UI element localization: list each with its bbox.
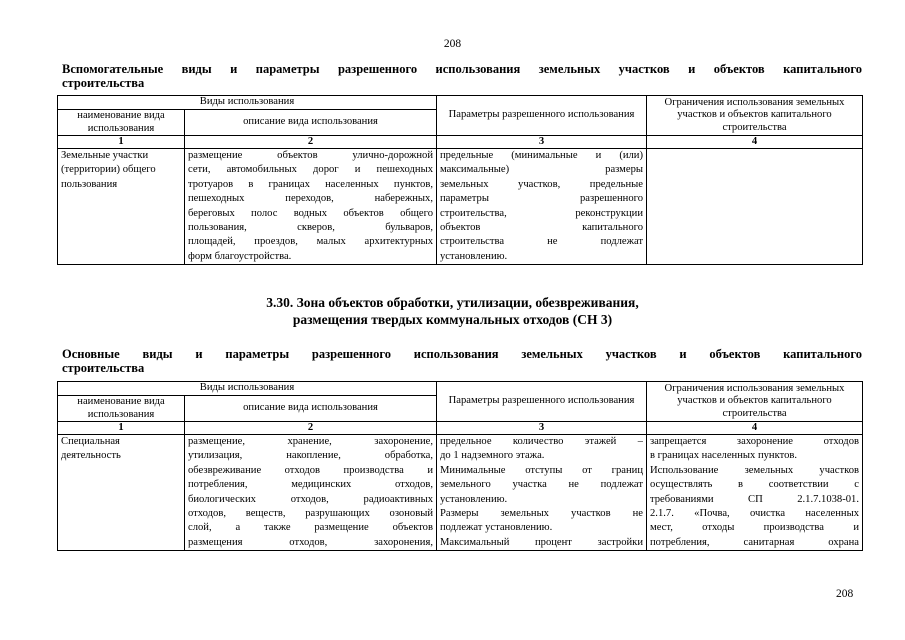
cell-line: установлению. xyxy=(440,250,508,262)
section-heading-auxiliary xyxy=(62,62,862,90)
section-heading-line: строительства xyxy=(62,361,145,375)
cell-line: осуществлять в соответствии с xyxy=(650,479,859,491)
cell-line: потребления, медицинских отходов, xyxy=(188,479,433,491)
cell-line: пешеходных переходов, набережных, xyxy=(188,193,433,205)
cell-line: утилизация, накопление, обработка, xyxy=(188,450,433,462)
cell-line: строительства, реконструкции xyxy=(440,207,643,219)
column-number: 3 xyxy=(437,422,647,435)
cell-line: пользования xyxy=(61,178,118,190)
cell-use-name xyxy=(58,435,185,551)
header-use-name: наименование вида использования xyxy=(58,110,185,136)
cell-line: 2.1.7. «Почва, очистка населенных xyxy=(650,507,859,519)
cell-restrictions xyxy=(647,149,863,265)
cell-line: Минимальные отступы от границ xyxy=(440,464,643,476)
cell-line: береговых полос водных объектов общего xyxy=(188,207,433,219)
zone-title-line: 3.30. Зона объектов обработки, утилизации, обезвреживания, xyxy=(266,295,639,310)
cell-line: пользования, скверов, бульваров, xyxy=(188,221,433,233)
header-parameters: Параметры разрешенного использования xyxy=(437,96,647,136)
cell-line: биологических отходов, радиоактивных xyxy=(188,493,433,505)
header-use-name: наименование вида использования xyxy=(58,396,185,422)
cell-line: размещение объектов улично-дорожной xyxy=(188,150,433,161)
cell-line: форм благоустройства. xyxy=(188,250,292,262)
cell-line: запрещается захоронение отходов xyxy=(650,436,859,447)
cell-line: слой, а также размещение объектов xyxy=(188,522,433,534)
cell-line: сети, автомобильных дорог и пешеходных xyxy=(188,164,433,176)
cell-line: максимальные) размеры xyxy=(440,164,643,176)
cell-line: предельные (минимальные и (или) xyxy=(440,150,643,161)
zone-title-line: размещения твердых коммунальных отходов (СН 3) xyxy=(292,312,613,327)
cell-line: тротуаров в границах населенных пунктов, xyxy=(188,178,433,190)
section-heading-line: Вспомогательные виды и параметры разрешенного использования земельных участков и объектов капитального xyxy=(62,62,862,76)
cell-use-name xyxy=(58,149,185,265)
column-number: 1 xyxy=(58,136,185,149)
cell-line: параметры разрешенного xyxy=(440,193,643,205)
cell-line: предельное количество этажей – xyxy=(440,436,643,447)
cell-line: земельных участков, предельные xyxy=(440,178,643,190)
cell-line: Максимальный процент застройки xyxy=(440,536,643,548)
cell-use-description xyxy=(185,435,437,551)
header-restrictions: Ограничения использования земельных участков и объектов капитального строительства xyxy=(647,382,863,422)
cell-line: требованиями СП 2.1.7.1038-01. xyxy=(650,493,859,505)
page-number-top: 208 xyxy=(443,38,462,50)
cell-line: объектов капитального xyxy=(440,221,643,233)
cell-line: Земельные участки xyxy=(61,150,149,161)
cell-line: в границах населенных пунктов. xyxy=(650,450,798,462)
header-use-types: Виды использования xyxy=(58,96,437,110)
table-row xyxy=(58,149,863,265)
section-heading-line: строительства xyxy=(62,76,145,90)
main-uses-table xyxy=(57,381,863,551)
cell-line: до 1 надземного этажа. xyxy=(440,450,545,462)
auxiliary-uses-table xyxy=(57,95,863,265)
cell-line: установлению. xyxy=(440,493,508,505)
section-heading-main xyxy=(62,347,862,375)
cell-line: площадей, проездов, малых архитектурных xyxy=(188,236,433,248)
cell-restrictions xyxy=(647,435,863,551)
column-number: 2 xyxy=(185,136,437,149)
header-parameters: Параметры разрешенного использования xyxy=(437,382,647,422)
cell-line: Размеры земельных участков не xyxy=(440,507,643,519)
column-number: 3 xyxy=(437,136,647,149)
cell-parameters xyxy=(437,149,647,265)
cell-use-description xyxy=(185,149,437,265)
column-number: 2 xyxy=(185,422,437,435)
cell-line: обезвреживание отходов производства и xyxy=(188,464,433,476)
header-use-description: описание вида использования xyxy=(185,110,437,136)
zone-title xyxy=(0,294,905,328)
cell-line: деятельность xyxy=(61,450,121,462)
cell-line: потребления, санитарная охрана xyxy=(650,536,859,548)
page-number-bottom: 208 xyxy=(836,588,854,600)
header-restrictions: Ограничения использования земельных участков и объектов капитального строительства xyxy=(647,96,863,136)
cell-line: Специальная xyxy=(61,436,120,447)
column-number: 1 xyxy=(58,422,185,435)
cell-line: размещения отходов, захоронения, xyxy=(188,536,433,548)
section-heading-line: Основные виды и параметры разрешенного использования земельных участков и объектов капитального xyxy=(62,347,862,361)
header-use-description: описание вида использования xyxy=(185,396,437,422)
cell-line: размещение, хранение, захоронение, xyxy=(188,436,433,447)
cell-line: подлежат установлению. xyxy=(440,522,553,534)
column-number: 4 xyxy=(647,136,863,149)
cell-line: строительства не подлежат xyxy=(440,236,643,248)
column-number: 4 xyxy=(647,422,863,435)
table-row xyxy=(58,435,863,551)
cell-line: отходов, веществ, разрушающих озоновый xyxy=(188,507,433,519)
cell-parameters xyxy=(437,435,647,551)
header-use-types: Виды использования xyxy=(58,382,437,396)
cell-line: земельного участка не подлежат xyxy=(440,479,643,491)
cell-line: (территории) общего xyxy=(61,164,156,176)
cell-line: Использование земельных участков xyxy=(650,464,859,476)
cell-line: мест, отходы производства и xyxy=(650,522,859,534)
